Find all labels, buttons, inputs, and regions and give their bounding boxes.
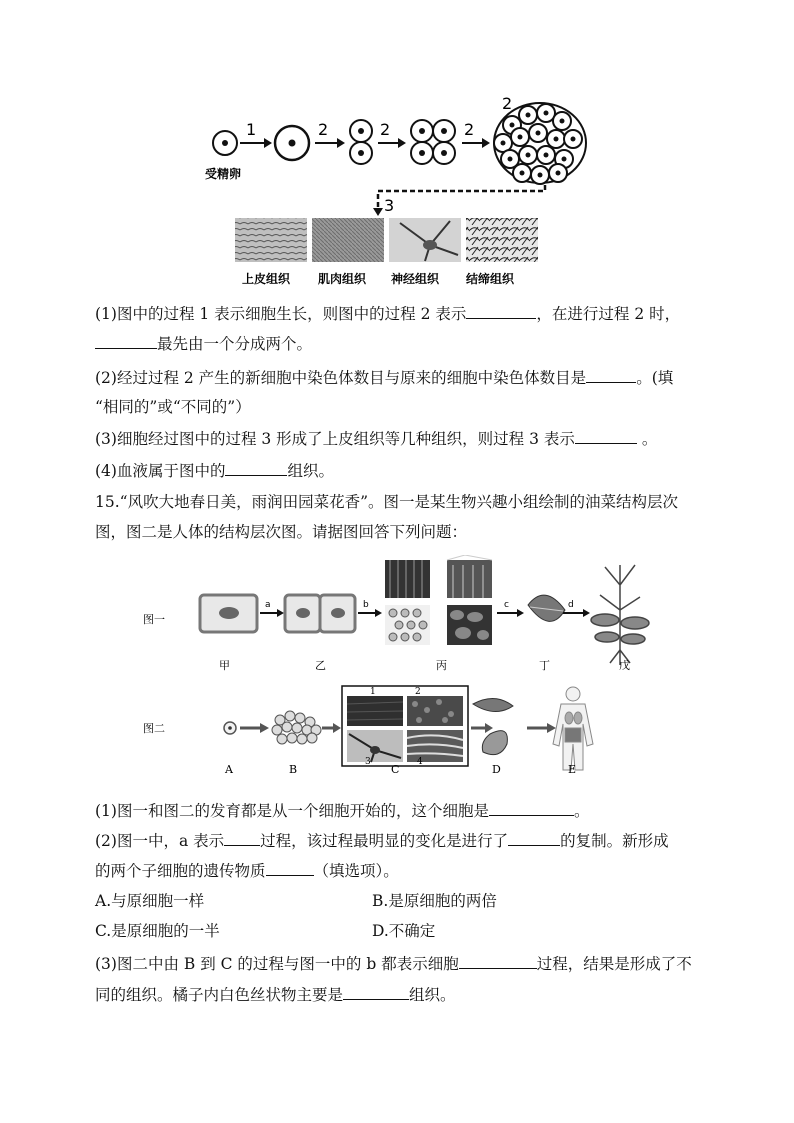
answer-blank[interactable] bbox=[489, 800, 574, 816]
answer-blank[interactable] bbox=[586, 367, 636, 383]
fig1-label-bing: 丙 bbox=[436, 659, 447, 672]
plant-tissues bbox=[385, 555, 492, 645]
fig2-label-B: B bbox=[289, 763, 298, 776]
q15-option-d: D.不确定 bbox=[372, 922, 436, 940]
fig1-arrow-b: b bbox=[363, 600, 369, 610]
q15-part3-line2: 同的组织。橘子内白色丝状物主要是 组织。 bbox=[95, 986, 456, 1004]
q14-part1-line2: 最先由一个分成两个。 bbox=[95, 333, 312, 354]
fig2-c-number-4: 4 bbox=[417, 757, 423, 767]
zygote-cell bbox=[213, 131, 237, 155]
cell-mass bbox=[494, 103, 586, 184]
q14-part2-line1: (2)经过过程 2 产生的新细胞中染色体数目与原来的细胞中染色体数目是 。(填 bbox=[95, 369, 674, 387]
divided-plant-cells bbox=[285, 595, 355, 632]
leaf bbox=[528, 595, 565, 621]
answer-blank[interactable] bbox=[508, 830, 560, 846]
fig2-c-number-2: 2 bbox=[415, 687, 421, 697]
fig2-label-C: C bbox=[391, 763, 400, 776]
tissue-label-nerve: 神经组织 bbox=[391, 272, 440, 286]
human-cell-mass bbox=[272, 711, 321, 744]
four-cells bbox=[411, 120, 455, 164]
q15-part3-line1: (3)图二中由 B 到 C 的过程与图一中的 b 都表示细胞 过程，结果是形成了不 bbox=[95, 955, 692, 973]
process-2d-label: 2 bbox=[502, 95, 513, 113]
answer-blank[interactable] bbox=[266, 860, 314, 876]
answer-blank[interactable] bbox=[466, 303, 536, 319]
epithelial-tissue-image bbox=[235, 218, 307, 262]
q15-stem-line1: 15.“风吹大地春日美，雨润田园菜花香”。图一是某生物兴趣小组绘制的油菜结构层次 bbox=[95, 493, 679, 511]
tissue-label-muscle: 肌肉组织 bbox=[318, 272, 367, 286]
q14-part1-line1: (1)图中的过程 1 表示细胞生长，则图中的过程 2 表示 ，在进行过程 2 时， bbox=[95, 305, 681, 323]
fig2-label-E: E bbox=[568, 763, 577, 776]
process-3-label: 3 bbox=[384, 196, 395, 215]
fig2-label-A: A bbox=[225, 763, 233, 776]
process-1-label: 1 bbox=[246, 120, 257, 139]
muscle-tissue-image bbox=[312, 218, 384, 262]
answer-blank[interactable] bbox=[343, 984, 409, 1000]
q14-part2-line2: “相同的”或“不同的”） bbox=[95, 398, 251, 416]
fig1-arrow-d: d bbox=[568, 600, 574, 610]
answer-blank[interactable] bbox=[225, 460, 287, 476]
q15-part2-line1: (2)图一中，a 表示 过程，该过程最明显的变化是进行了 的复制。新形成 bbox=[95, 832, 669, 850]
nerve-tissue-image bbox=[389, 218, 461, 262]
fig1-arrow-a: a bbox=[265, 600, 271, 610]
q15-option-b: B.是原细胞的两倍 bbox=[372, 892, 497, 910]
tissue-label-connective: 结缔组织 bbox=[466, 272, 515, 286]
tissue-label-epithelial: 上皮组织 bbox=[242, 272, 291, 286]
human-body bbox=[553, 687, 593, 770]
q15-part1: (1)图一和图二的发育都是从一个细胞开始的，这个细胞是 。 bbox=[95, 802, 590, 820]
human-tissues-box bbox=[342, 686, 468, 767]
answer-blank[interactable] bbox=[459, 953, 537, 969]
fig1-label-ding: 丁 bbox=[539, 659, 550, 672]
fig1-title: 图一 bbox=[143, 613, 165, 626]
fig1-arrow-c: c bbox=[504, 600, 509, 610]
q14-part4: (4)血液属于图中的 组织。 bbox=[95, 462, 334, 480]
process-2b-label: 2 bbox=[380, 120, 391, 139]
answer-blank[interactable] bbox=[224, 830, 260, 846]
plant-structure-figure bbox=[135, 555, 665, 675]
human-structure-figure bbox=[135, 684, 615, 779]
fig1-label-yi: 乙 bbox=[315, 659, 326, 672]
q15-stem-line2: 图，图二是人体的结构层次图。请据图回答下列问题： bbox=[95, 523, 468, 541]
fig2-c-number-1: 1 bbox=[370, 687, 376, 697]
answer-blank[interactable] bbox=[95, 333, 157, 349]
grown-cell bbox=[275, 126, 309, 160]
fig2-c-number-3: 3 bbox=[365, 757, 371, 767]
cell-development-figure bbox=[200, 95, 595, 290]
answer-blank[interactable] bbox=[575, 428, 637, 444]
q14-part3: (3)细胞经过图中的过程 3 形成了上皮组织等几种组织，则过程 3 表示 。 bbox=[95, 430, 658, 448]
process-2a-label: 2 bbox=[318, 120, 329, 139]
fig1-label-jia: 甲 bbox=[219, 659, 230, 672]
human-zygote bbox=[224, 722, 236, 734]
fig2-title: 图二 bbox=[143, 722, 165, 735]
connective-tissue-image bbox=[466, 218, 538, 262]
zygote-label: 受精卵 bbox=[205, 167, 242, 181]
process-2c-label: 2 bbox=[464, 120, 475, 139]
plant-cell bbox=[200, 595, 257, 632]
q15-part2-line2: 的两个子细胞的遗传物质 （填选项）。 bbox=[95, 862, 399, 880]
q15-option-c: C.是原细胞的一半 bbox=[95, 922, 220, 940]
two-cells bbox=[350, 120, 372, 164]
fig1-label-wu: 戊 bbox=[619, 659, 630, 672]
fig2-label-D: D bbox=[492, 763, 501, 776]
q15-option-a: A.与原细胞一样 bbox=[95, 892, 205, 910]
rapeseed-plant bbox=[591, 565, 649, 665]
